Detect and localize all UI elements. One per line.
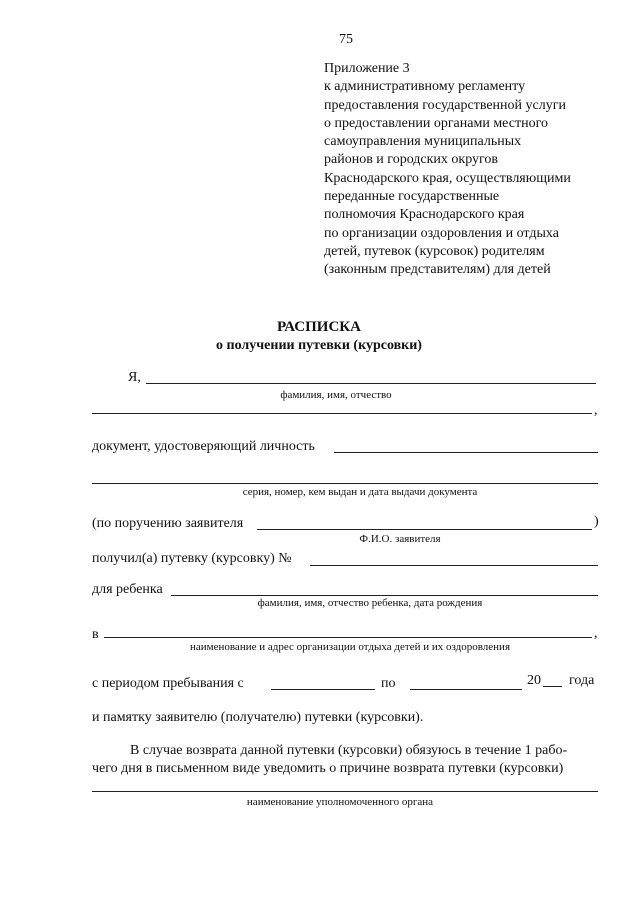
- fio-field[interactable]: [146, 383, 596, 384]
- close-paren: ): [594, 514, 599, 529]
- received-label: получил(а) путевку (курсовку) №: [92, 551, 292, 566]
- child-label: для ребенка: [92, 582, 163, 597]
- in-label: в: [92, 627, 99, 642]
- voucher-number-field[interactable]: [310, 565, 598, 566]
- child-field[interactable]: [171, 595, 598, 596]
- year-field[interactable]: [543, 686, 562, 687]
- doc-subtitle: о получении путевки (курсовки): [216, 338, 422, 353]
- year-prefix: 20: [527, 673, 541, 688]
- child-caption: фамилия, имя, отчество ребенка, дата рождения: [257, 597, 483, 609]
- year-suffix: года: [569, 673, 595, 688]
- annex-header: [324, 60, 571, 280]
- annex-line: о предоставлении органами местного: [324, 115, 548, 131]
- annex-line: предоставления государственной услуги: [324, 97, 566, 113]
- annex-line: (законным представителям) для детей: [324, 262, 551, 278]
- return-line-1: В случае возврата данной путевки (курсовки) обязуюсь в течение 1 рабо-: [130, 743, 568, 758]
- fio-caption: фамилия, имя, отчество: [280, 389, 392, 401]
- memo-label: и памятку заявителю (получателю) путевки (курсовки).: [92, 710, 424, 725]
- id-doc-label: документ, удостоверяющий личность: [92, 439, 315, 454]
- i-label: Я,: [128, 370, 141, 385]
- applicant-field[interactable]: [257, 529, 592, 530]
- annex-line: детей, путевок (курсовок) родителям: [324, 243, 545, 259]
- by-order-label: (по поручению заявителя: [92, 516, 244, 531]
- org-caption: наименование и адрес организации отдыха детей и их оздоровления: [190, 641, 510, 653]
- annex-line: Приложение 3: [324, 61, 410, 76]
- id-doc-caption: серия, номер, кем выдан и дата выдачи документа: [242, 486, 478, 498]
- authority-caption: наименование уполномоченного органа: [246, 796, 434, 808]
- annex-line: по организации оздоровления и отдыха: [324, 225, 559, 241]
- to-label: по: [381, 676, 396, 691]
- annex-line: Краснодарского края, осуществляющими: [324, 170, 571, 186]
- annex-line: районов и городских округов: [324, 152, 499, 168]
- annex-line: к административному регламенту: [324, 79, 526, 95]
- annex-line: полномочия Краснодарского края: [324, 207, 525, 223]
- id-doc-field-cont[interactable]: [92, 483, 598, 484]
- comma: ,: [594, 403, 598, 418]
- fio-field-cont[interactable]: [92, 413, 592, 414]
- period-start-field[interactable]: [271, 689, 375, 690]
- page-number: 75: [339, 32, 353, 47]
- annex-line: самоуправления муниципальных: [324, 134, 522, 150]
- period-label: с периодом пребывания с: [92, 676, 244, 691]
- authority-field[interactable]: [92, 791, 598, 792]
- id-doc-field[interactable]: [334, 452, 598, 453]
- comma-2: ,: [594, 626, 598, 641]
- applicant-caption: Ф.И.О. заявителя: [359, 533, 441, 545]
- doc-title: РАСПИСКА: [276, 319, 362, 335]
- return-line-2: чего дня в письменном виде уведомить о причине возврата путевки (курсовки): [92, 761, 564, 776]
- annex-line: переданные государственные: [324, 189, 500, 205]
- period-end-field[interactable]: [410, 689, 522, 690]
- org-field[interactable]: [104, 637, 592, 638]
